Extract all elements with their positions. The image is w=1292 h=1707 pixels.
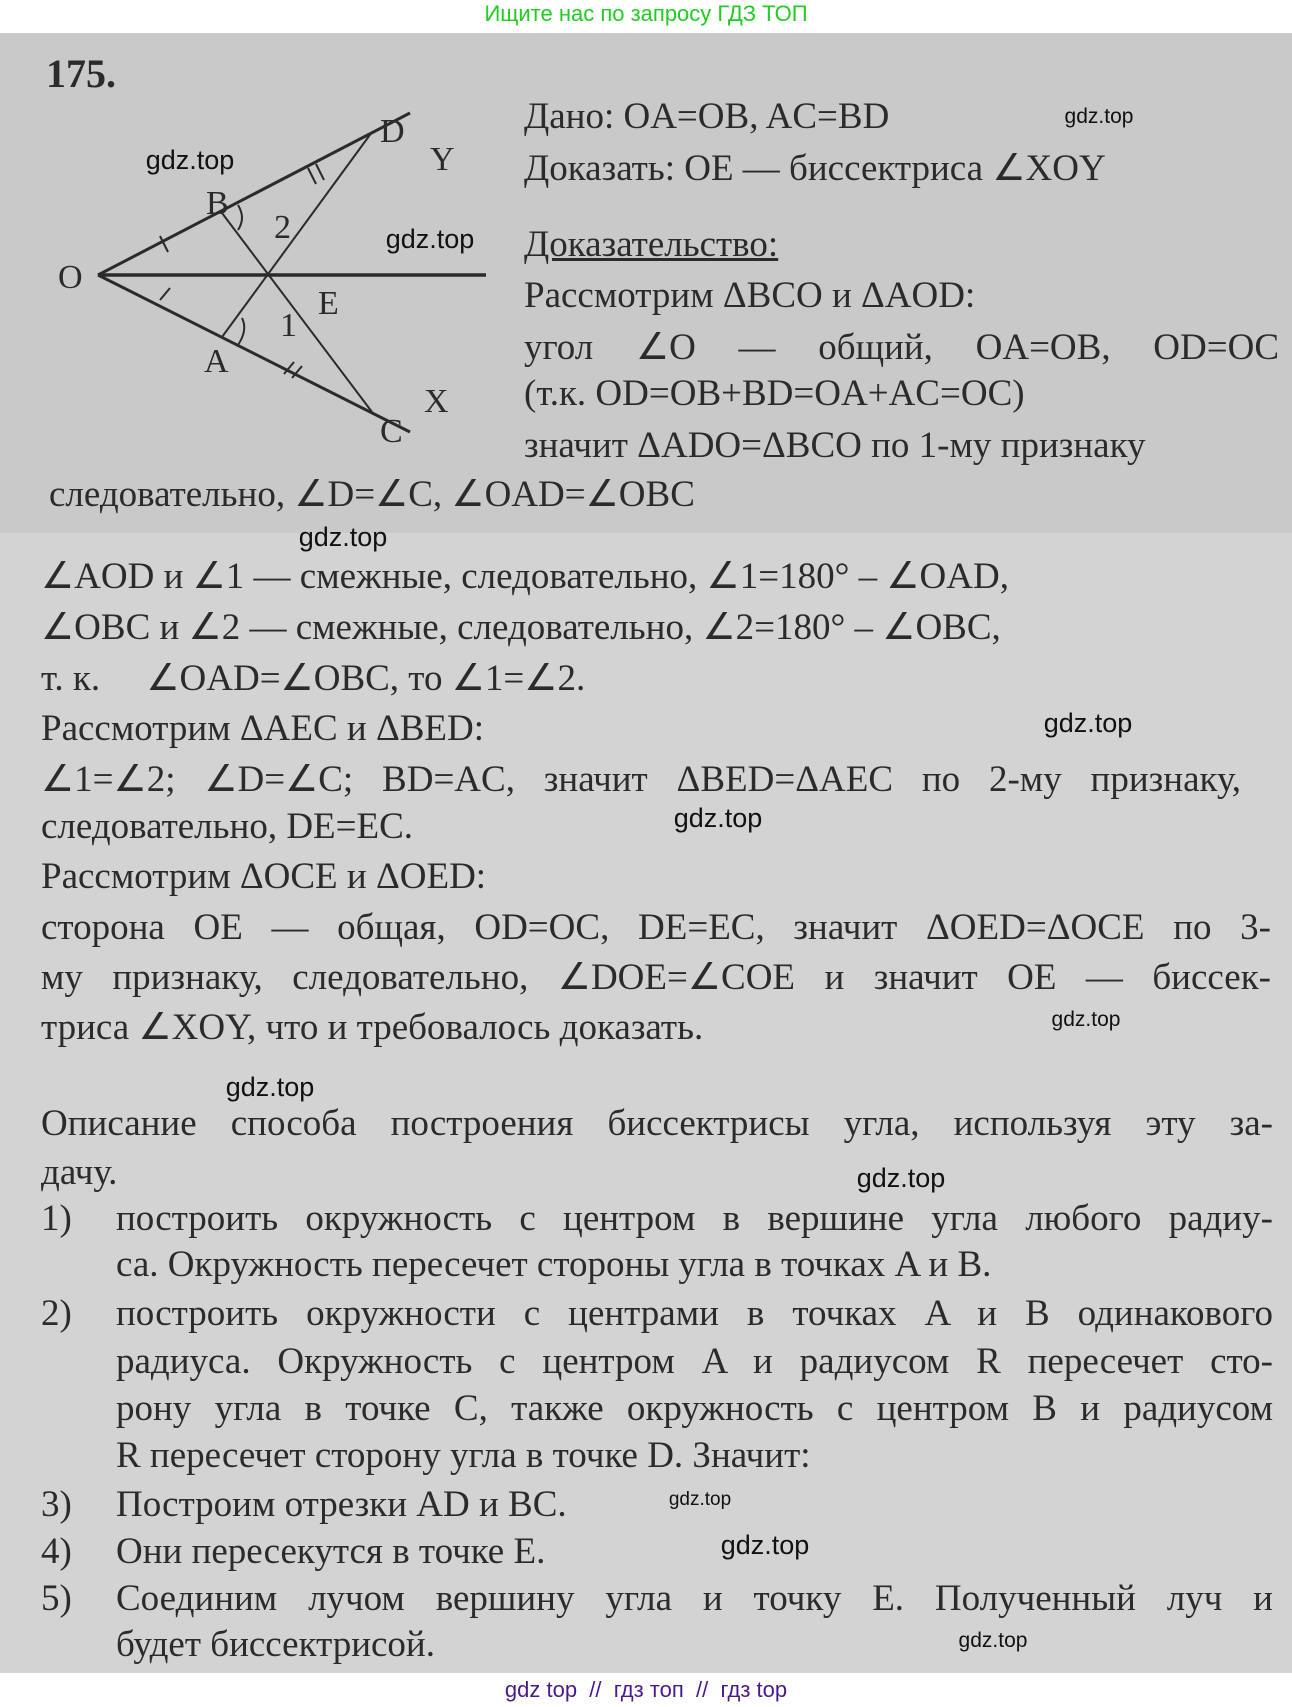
label-c: C [380, 413, 403, 450]
proof-line: Рассмотрим ΔOCE и ΔOED: [41, 856, 487, 897]
step-line: построить окружность с центром в вершине угла любого радиу- [116, 1198, 1273, 1239]
problem-number: 175. [46, 51, 116, 96]
watermark: gdz.top [856, 1163, 946, 1193]
proof-line: (т.к. OD=OB+BD=OA+AC=OC) [524, 373, 1025, 414]
angle-2-arc [238, 205, 242, 230]
proof-heading: Доказательство: [524, 224, 779, 265]
step-number: 3) [41, 1484, 72, 1525]
step-line: са. Окружность пересечет стороны угла в точках A и B. [116, 1244, 992, 1285]
watermark: gdz.top [673, 803, 763, 833]
ray-oy [98, 113, 410, 275]
watermark: gdz.top [145, 145, 235, 175]
proof-line: ∠AOD и ∠1 — смежные, следовательно, ∠1=180° – ∠OAD, [41, 556, 1009, 597]
watermark: gdz.top [298, 522, 388, 552]
step-line: рону угла в точке C, также окружность с центром B и радиусом [116, 1388, 1273, 1429]
footer-text[interactable]: gdz top // гдз топ // гдз top [504, 1677, 788, 1702]
step-number: 5) [41, 1578, 72, 1619]
step-line: Соединим лучом вершину угла и точку E. Полученный луч и [116, 1578, 1273, 1619]
angle-1-arc [238, 318, 244, 345]
watermark: gdz.top [720, 1530, 810, 1560]
step-number: 2) [41, 1293, 72, 1334]
watermark: gdz.top [385, 224, 475, 254]
watermark: gdz.top [1051, 1008, 1121, 1031]
proof-line: угол ∠O — общий, OA=OB, OD=OC [524, 327, 1279, 368]
construction-intro-line: Описание способа построения биссектрисы угла, используя эту за- [41, 1103, 1273, 1144]
proof-line: следовательно, DE=EC. [41, 806, 414, 847]
label-angle-1: 1 [280, 307, 297, 344]
proof-line: сторона OE — общая, OD=OC, DE=EC, значит ΔOED=ΔOCE по 3- [41, 907, 1271, 948]
label-x: X [424, 383, 449, 420]
step-line: радиуса. Окружность с центром A и радиусом R пересечет сто- [116, 1341, 1273, 1382]
label-e: E [318, 285, 339, 322]
proof-line: Рассмотрим ΔBCO и ΔAOD: [524, 275, 976, 316]
watermark: gdz.top [1064, 105, 1134, 128]
step-line: будет биссектрисой. [116, 1624, 435, 1665]
watermark: gdz.top [668, 1489, 732, 1510]
step-line: построить окружности с центрами в точках A и B одинакового [116, 1293, 1273, 1334]
label-y: Y [430, 141, 455, 178]
label-b: B [206, 185, 229, 222]
step-line: Они пересекутся в точке E. [116, 1531, 546, 1572]
label-o: O [58, 259, 83, 296]
tick-bd-2 [316, 164, 324, 180]
proof-line: му признаку, следовательно, ∠DOE=∠COE и значит OE — биссек- [41, 957, 1271, 998]
proof-line: ∠OBC и ∠2 — смежные, следовательно, ∠2=180° – ∠OBC, [41, 607, 1001, 648]
footer-links[interactable] [0, 1673, 1292, 1707]
proof-line: Рассмотрим ΔAEC и ΔBED: [41, 708, 485, 749]
segment-ad [222, 132, 372, 337]
top-banner[interactable]: Ищите нас по запросу ГДЗ ТОП [484, 1, 808, 26]
step-number: 1) [41, 1198, 72, 1239]
segment-bc [222, 213, 372, 412]
watermark: gdz.top [1043, 708, 1133, 738]
label-angle-2: 2 [274, 209, 291, 246]
geometry-diagram [0, 100, 500, 460]
step-line: R пересечет сторону угла в точке D. Значит: [116, 1435, 811, 1476]
watermark: gdz.top [225, 1072, 315, 1102]
ray-ox [98, 275, 410, 432]
proof-line: следовательно, ∠D=∠C, ∠OAD=∠OBC [49, 474, 695, 515]
given-text: Дано: OA=OB, AC=BD [524, 96, 890, 137]
tick-bd-1 [308, 168, 316, 184]
proof-line: триса ∠XOY, что и требовалось доказать. [41, 1007, 704, 1048]
proof-line: значит ΔADO=ΔBCO по 1-му признаку [524, 425, 1146, 466]
label-a: A [204, 343, 229, 380]
construction-intro-line: дачу. [41, 1152, 118, 1193]
tick-oa [160, 288, 170, 300]
proof-line: т. к. ∠OAD=∠OBC, то ∠1=∠2. [41, 658, 586, 699]
watermark: gdz.top [958, 1629, 1028, 1652]
step-number: 4) [41, 1531, 72, 1572]
label-d: D [380, 113, 405, 150]
prove-text: Доказать: OE — биссектриса ∠XOY [524, 148, 1106, 189]
proof-line: ∠1=∠2; ∠D=∠C; BD=AC, значит ΔBED=ΔAEC по 2-му признаку, [41, 759, 1241, 800]
step-line: Построим отрезки AD и BC. [116, 1484, 567, 1525]
